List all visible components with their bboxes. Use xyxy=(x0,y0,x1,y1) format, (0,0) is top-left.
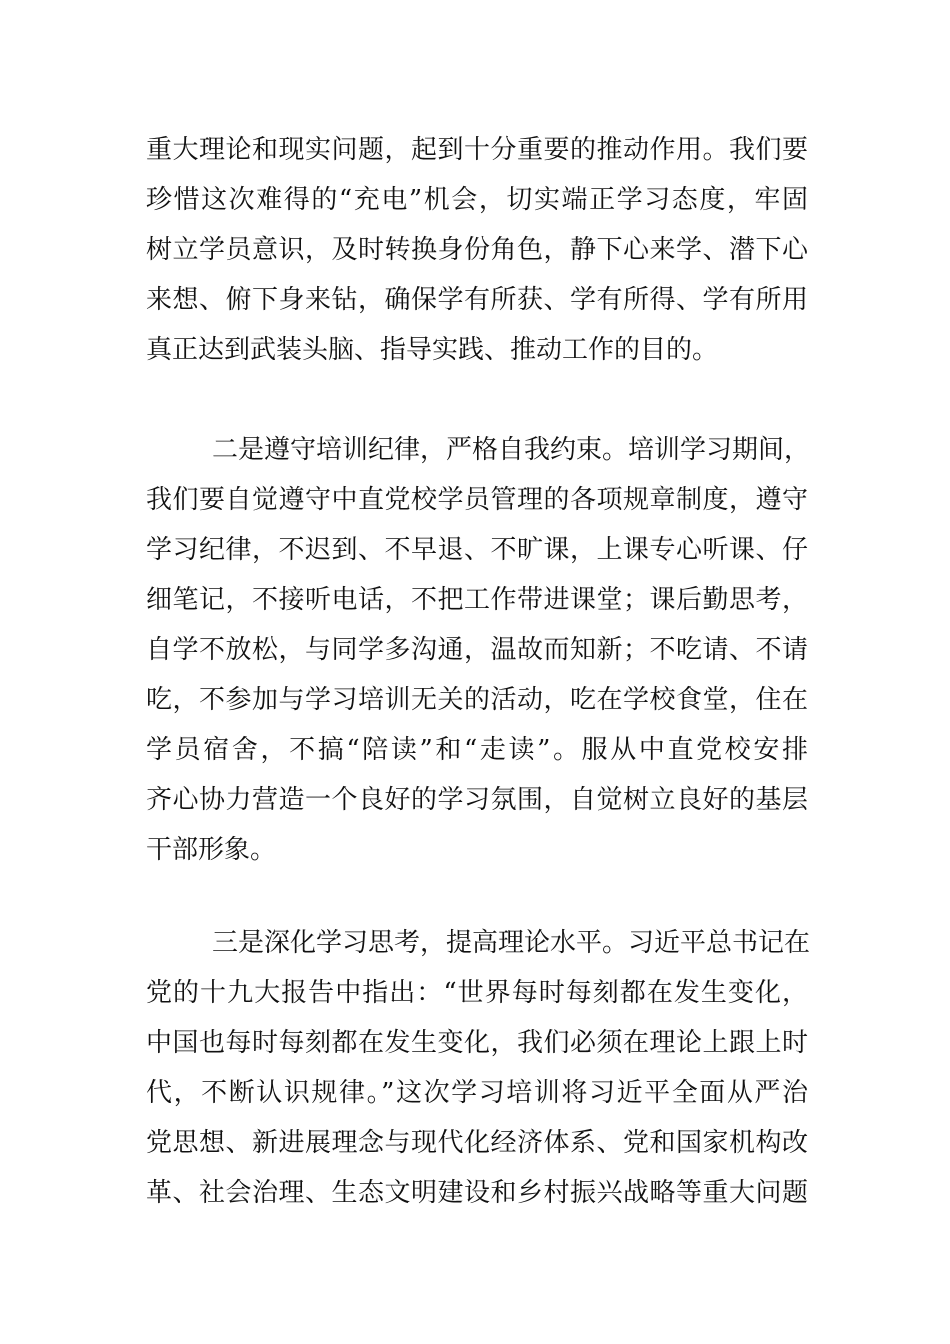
text-line: 重大理论和现实问题，起到十分重要的推动作用。我们要 xyxy=(146,135,808,165)
paragraph-2 xyxy=(146,425,811,875)
text-line: 自学不放松，与同学多沟通，温故而知新；不吃请、不请 xyxy=(146,635,808,665)
text-line: 学员宿舍，不搞“陪读”和“走读”。服从中直党校安排 xyxy=(146,735,808,765)
text-line: 我们要自觉遵守中直党校学员管理的各项规章制度，遵守 xyxy=(146,485,808,515)
paragraph-1 xyxy=(146,125,808,375)
text-line: 学习纪律，不迟到、不早退、不旷课，上课专心听课、仔 xyxy=(146,535,808,565)
text-line: 吃，不参加与学习培训无关的活动，吃在学校食堂，住在 xyxy=(146,685,808,715)
text-line: 革、社会治理、生态文明建设和乡村振兴战略等重大问题 xyxy=(146,1178,808,1208)
text-line: 干部形象。 xyxy=(146,835,277,865)
text-line: 真正达到武装头脑、指导实践、推动工作的目的。 xyxy=(146,335,719,365)
text-line: 代，不断认识规律。”这次学习培训将习近平全面从严治 xyxy=(146,1078,808,1108)
text-line: 树立学员意识，及时转换身份角色，静下心来学、潜下心 xyxy=(146,235,808,265)
text-line: 珍惜这次难得的“充电”机会，切实端正学习态度，牢固 xyxy=(146,185,808,215)
text-line: 中国也每时每刻都在发生变化，我们必须在理论上跟上时 xyxy=(146,1028,808,1058)
text-line: 齐心协力营造一个良好的学习氛围，自觉树立良好的基层 xyxy=(146,785,808,815)
text-line: 二是遵守培训纪律，严格自我约束。培训学习期间， xyxy=(212,435,811,465)
text-line: 三是深化学习思考，提高理论水平。习近平总书记在 xyxy=(212,928,811,958)
text-line: 党的十九大报告中指出：“世界每时每刻都在发生变化， xyxy=(146,978,808,1008)
text-line: 来想、俯下身来钻，确保学有所获、学有所得、学有所用 xyxy=(146,285,808,315)
text-line: 党思想、新进展理念与现代化经济体系、党和国家机构改 xyxy=(146,1128,808,1158)
paragraph-3 xyxy=(146,918,811,1218)
text-line: 细笔记，不接听电话，不把工作带进课堂；课后勤思考， xyxy=(146,585,808,615)
